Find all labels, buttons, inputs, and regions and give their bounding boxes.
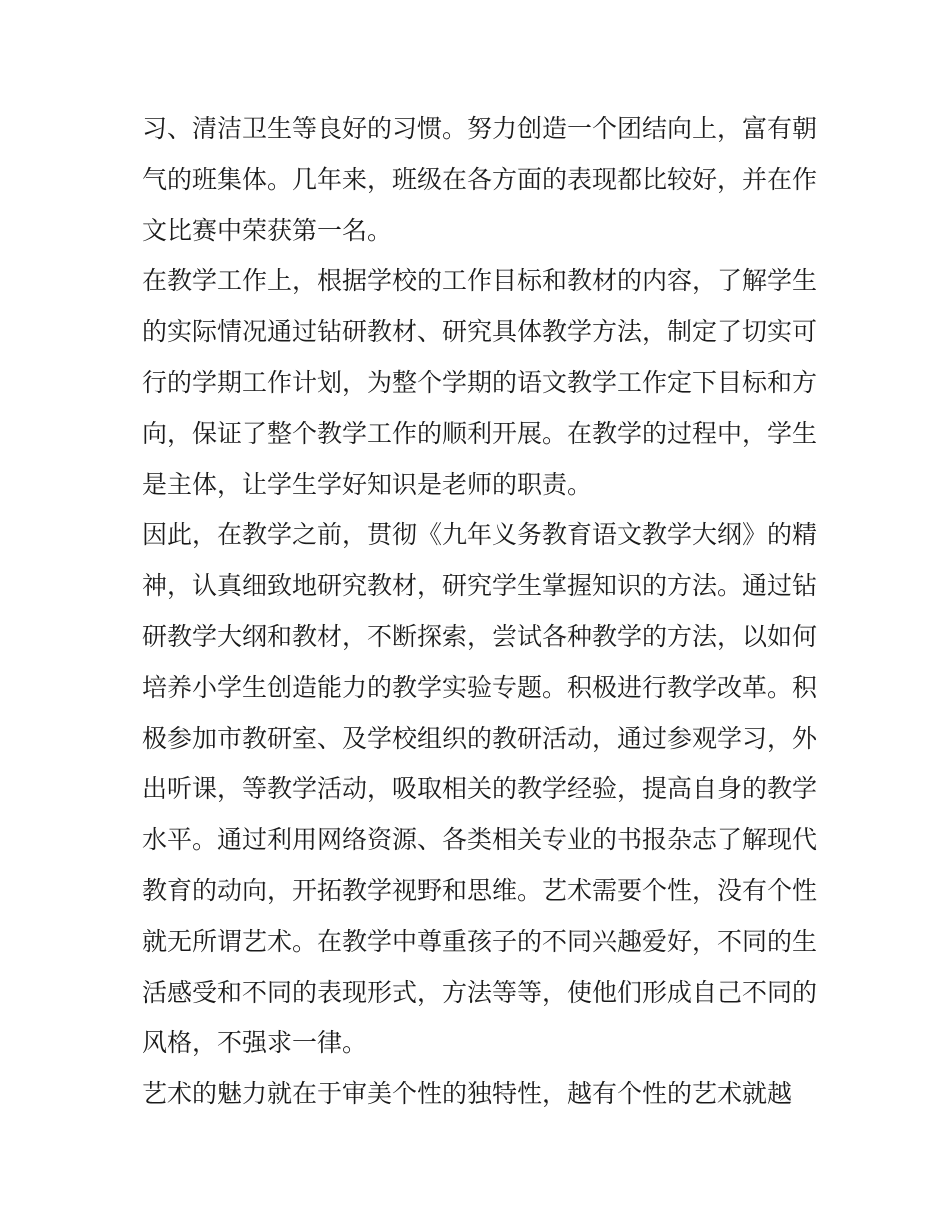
text-line: 研教学大纲和教材，不断探索，尝试各种教学的方法，以如何	[142, 621, 818, 651]
paragraph-4	[142, 1069, 814, 1120]
text-line: 的实际情况通过钻研教材、研究具体教学方法，制定了切实可	[142, 317, 818, 347]
text-line: 行的学期工作计划，为整个学期的语文教学工作定下目标和方	[142, 367, 818, 397]
text-line: 文比赛中荣获第一名。	[142, 215, 393, 245]
text-line: 气的班集体。几年来，班级在各方面的表现都比较好，并在作	[142, 164, 818, 194]
text-line: 在教学工作上，根据学校的工作目标和教材的内容，了解学生	[142, 266, 818, 296]
text-line: 风格，不强求一律。	[142, 1028, 368, 1058]
paragraph-3	[142, 510, 818, 1069]
paragraph-2	[142, 256, 818, 510]
text-line: 就无所谓艺术。在教学中尊重孩子的不同兴趣爱好，不同的生	[142, 926, 818, 956]
text-line: 神，认真细致地研究教材，研究学生掌握知识的方法。通过钻	[142, 571, 818, 601]
text-line: 艺术的魅力就在于审美个性的独特性，越有个性的艺术就越	[142, 1079, 793, 1109]
text-line: 极参加市教研室、及学校组织的教研活动，通过参观学习，外	[142, 723, 818, 753]
text-line: 向，保证了整个教学工作的顺利开展。在教学的过程中，学生	[142, 418, 818, 448]
text-line: 培养小学生创造能力的教学实验专题。积极进行教学改革。积	[142, 672, 818, 702]
text-line: 是主体，让学生学好知识是老师的职责。	[142, 469, 593, 499]
text-line: 活感受和不同的表现形式，方法等等，使他们形成自己不同的	[142, 977, 818, 1007]
text-line: 水平。通过利用网络资源、各类相关专业的书报杂志了解现代	[142, 825, 818, 855]
text-line: 教育的动向，开拓教学视野和思维。艺术需要个性，没有个性	[142, 875, 818, 905]
paragraph-1	[142, 104, 818, 256]
text-line: 因此，在教学之前，贯彻《九年义务教育语文教学大纲》的精	[142, 520, 818, 550]
document-body	[142, 104, 818, 1120]
text-line: 出听课，等教学活动，吸取相关的教学经验，提高自身的教学	[142, 774, 818, 804]
text-line: 习、清洁卫生等良好的习惯。努力创造一个团结向上，富有朝	[142, 114, 818, 143]
